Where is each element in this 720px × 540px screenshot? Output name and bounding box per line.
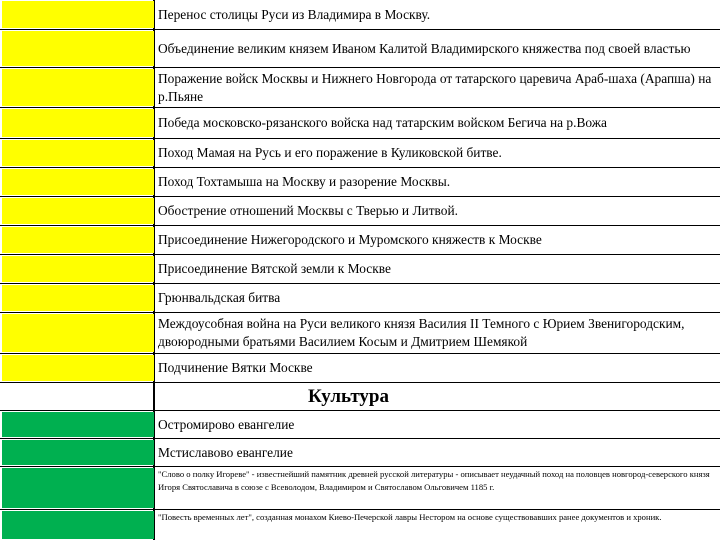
highlight-swatch [2,227,154,253]
highlight-swatch [2,314,154,352]
date-cell [0,510,155,540]
culture-text: Остромирово евангелие [158,416,295,432]
date-cell [0,383,155,410]
table-row [0,0,720,30]
table-row [0,168,720,197]
date-cell [0,439,155,466]
table-row [0,30,720,68]
event-text: Победа московско-рязанского войска над татарским войском Бегича на р.Вожа [158,115,607,130]
event-text: Поход Мамая на Русь и его поражение в Куликовской битве. [158,145,502,160]
date-cell [0,68,155,107]
table-row [0,439,720,467]
date-cell [0,108,155,138]
table-row [0,68,720,108]
table-row [0,197,720,226]
table-row [0,139,720,168]
date-cell [0,0,155,29]
event-text: Присоединение Нижегородского и Муромского княжеств к Москве [158,232,542,247]
highlight-swatch [2,169,154,195]
table-row [0,411,720,439]
date-cell [0,197,155,225]
highlight-swatch [2,412,154,437]
event-text: Грюнвальдская битва [158,290,281,305]
date-cell [0,284,155,312]
table-row [0,354,720,383]
event-text: Поражение войск Москвы и Нижнего Новгорода от татарского царевича Араб-шаха (Арапша) на р.Пьяне [158,70,712,104]
highlight-swatch [2,31,154,66]
highlight-swatch [2,468,154,508]
highlight-swatch [2,1,154,28]
table-row [0,108,720,139]
highlight-swatch [2,198,154,224]
culture-text: "Повесть временных лет", созданная монахом Киево-Печерской лавры Нестором на основе существовавших ранее документов и хроник. [158,512,662,522]
date-cell [0,354,155,382]
date-cell [0,411,155,438]
highlight-swatch [2,355,154,381]
highlight-swatch [2,140,154,166]
date-cell [0,139,155,167]
date-cell [0,313,155,353]
highlight-swatch [2,511,154,539]
event-text: Междоусобная война на Руси великого князя Василия II Темного с Юрием Звенигородским, двоюродными братьями Василием Косым и Дмитрием Шемякой [158,316,685,349]
table-row [0,255,720,284]
table-row [0,467,720,510]
event-text: Поход Тохтамыша на Москву и разорение Москвы. [158,174,451,189]
culture-text: "Слово о полку Игореве" - известнейший памятник древней русской литературы - описывает неудачный поход на половцев новгород-северского князя Игоря Святославича в союзе с Всеволодом, Владимиром и Святославом Ольговичем 1185 г. [158,469,710,492]
highlight-swatch [2,69,154,106]
date-cell [0,168,155,196]
section-heading: Культура [308,385,389,407]
highlight-swatch [2,285,154,311]
date-cell [0,467,155,509]
table-row [0,226,720,255]
table-row [0,313,720,354]
event-text: Перенос столицы Руси из Владимира в Москву. [158,6,431,22]
highlight-swatch [2,109,154,137]
event-text: Подчинение Вятки Москве [158,360,313,375]
date-cell [0,255,155,283]
event-text: Объединение великим князем Иваном Калитой Владимирского княжества под своей властью [158,40,691,56]
event-text: Обострение отношений Москвы с Тверью и Литвой. [158,203,458,218]
culture-text: Мстиславово евангелие [158,444,293,460]
culture-heading-row [0,383,720,411]
highlight-swatch [2,440,154,465]
table-row [0,284,720,313]
date-cell [0,30,155,67]
event-text: Присоединение Вятской земли к Москве [158,261,391,276]
date-cell [0,226,155,254]
highlight-swatch [2,256,154,282]
table-row [0,510,720,540]
